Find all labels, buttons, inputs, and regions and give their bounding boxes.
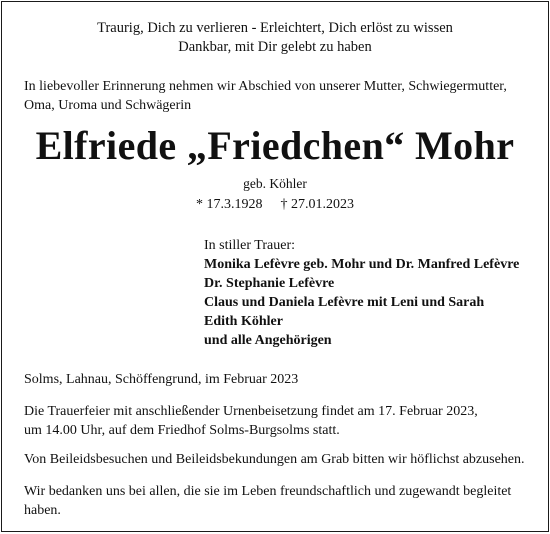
condolence-note: Von Beileidsbesuchen und Beileidsbekundungen am Grab bitten wir höflichst abzusehen. <box>24 452 525 467</box>
funeral-line: um 14.00 Uhr, auf dem Friedhof Solms-Burgsolms statt. <box>24 423 340 438</box>
thanks-line: haben. <box>24 503 61 518</box>
motto-line: Dankbar, mit Dir gelebt zu haben <box>178 39 372 55</box>
birth-date: * 17.3.1928 <box>196 197 263 212</box>
funeral-line: Die Trauerfeier mit anschließender Urnenbeisetzung findet am 17. Februar 2023, <box>24 404 478 419</box>
life-dates <box>2 195 548 214</box>
motto <box>2 19 548 57</box>
mourner-name: Monika Lefèvre geb. Mohr und Dr. Manfred Lefèvre <box>204 257 520 272</box>
mourners-list <box>204 255 519 350</box>
mourner-name: Dr. Stephanie Lefèvre <box>204 276 335 291</box>
deceased-name: Elfriede „Friedchen“ Mohr <box>35 123 515 168</box>
mourners-heading: In stiller Trauer: <box>204 238 295 253</box>
thanks-line: Wir bedanken uns bei allen, die sie im Leben freundschaftlich und zugewandt begleitet <box>24 484 512 499</box>
funeral-info <box>24 402 530 440</box>
thanks-text <box>24 482 530 520</box>
place-and-date: Solms, Lahnau, Schöffengrund, im Februar 2023 <box>24 372 299 387</box>
mourner-name: und alle Angehörigen <box>204 333 332 348</box>
intro-line: In liebevoller Erinnerung nehmen wir Abschied von unserer Mutter, Schwiegermutter, <box>24 79 507 94</box>
intro-text <box>24 77 530 115</box>
obituary-notice <box>1 1 549 532</box>
death-date: † 27.01.2023 <box>280 197 354 212</box>
mourner-name: Edith Köhler <box>204 314 283 329</box>
intro-line: Oma, Uroma und Schwägerin <box>24 98 192 113</box>
motto-line: Traurig, Dich zu verlieren - Erleichtert, Dich erlöst zu wissen <box>97 20 453 36</box>
birth-name: geb. Köhler <box>243 176 307 191</box>
mourner-name: Claus und Daniela Lefèvre mit Leni und Sarah <box>204 295 485 310</box>
